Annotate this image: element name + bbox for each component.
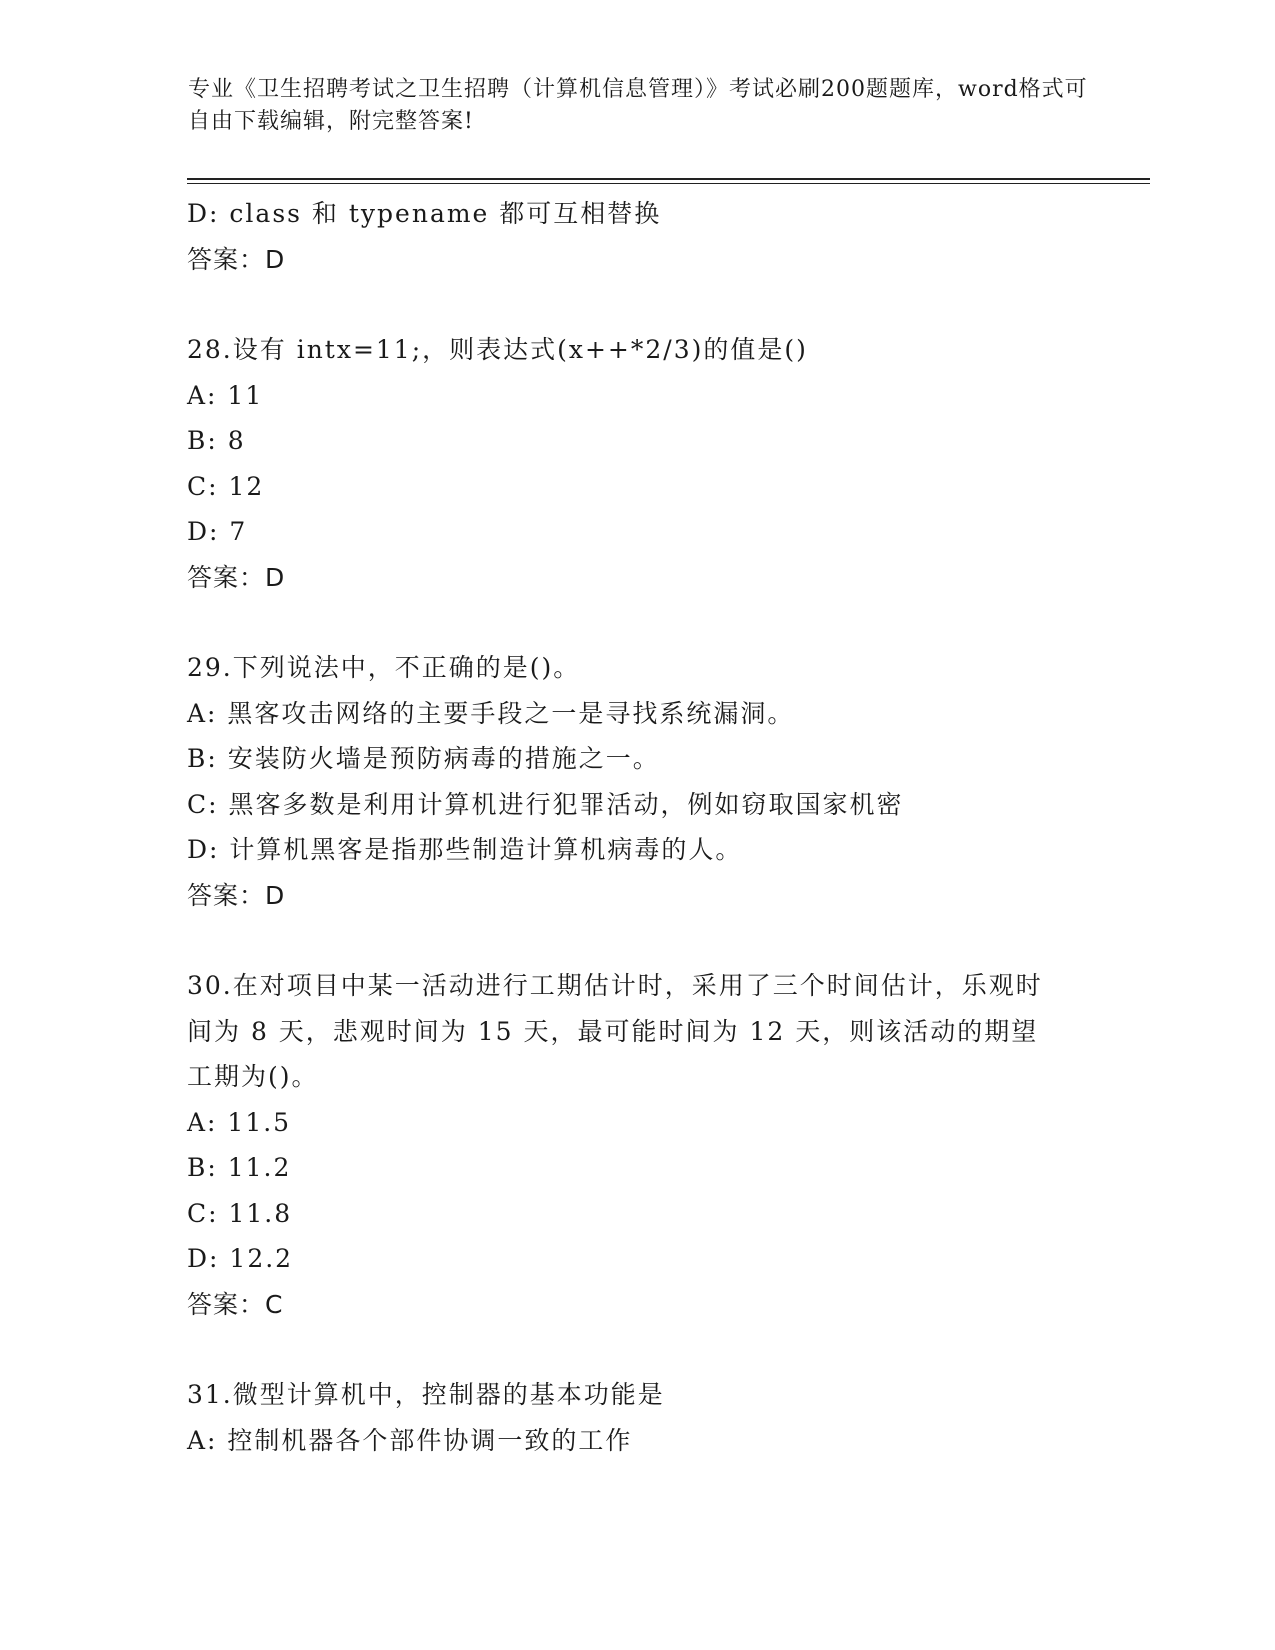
question-30-option-a: A: 11.5: [187, 1107, 292, 1137]
question-28-option-b: B: 8: [187, 426, 246, 455]
question-30-answer: 答案：C: [187, 1289, 284, 1319]
question-30-text: 30.在对项目中某一活动进行工期估计时，采用了三个时间估计，乐观时间为 8 天，悲观时间为 15 天，最可能时间为 12 天，则该活动的期望工期为()。: [187, 971, 1043, 1091]
question-31-text: 31.微型计算机中，控制器的基本功能是: [187, 1380, 665, 1409]
question-29-answer: 答案：D: [187, 880, 286, 910]
option-d: D: class 和 typename 都可互相替换: [187, 199, 662, 228]
question-28-answer: 答案：D: [187, 562, 286, 592]
document-header: 专业《卫生招聘考试之卫生招聘（计算机信息管理）》考试必刷200题题库，word格式可自由下载编辑，附完整答案!: [188, 77, 1088, 134]
question-30-option-d: D: 12.2: [187, 1244, 294, 1273]
question-29-text: 29.下列说法中，不正确的是()。: [187, 653, 581, 682]
question-29-option-a: A: 黑客攻击网络的主要手段之一是寻找系统漏洞。: [187, 698, 795, 728]
question-28-option-d: D: 7: [187, 517, 248, 546]
question-30-option-c: C: 11.8: [187, 1198, 293, 1228]
question-29-option-b: B: 安装防火墙是预防病毒的措施之一。: [187, 744, 660, 773]
question-28-option-a: A: 11: [187, 380, 264, 410]
question-28-text: 28.设有 intx=11;，则表达式(x++*2/3)的值是(): [187, 335, 808, 364]
question-29-option-c: C: 黑客多数是利用计算机进行犯罪活动，例如窃取国家机密: [187, 789, 904, 819]
question-content: [187, 191, 1087, 1463]
question-30-option-b: B: 11.2: [187, 1153, 292, 1182]
question-28-option-c: C: 12: [187, 471, 265, 501]
answer-line: 答案：D: [187, 244, 286, 274]
question-31-option-a: A: 控制机器各个部件协调一致的工作: [187, 1425, 633, 1455]
question-29-option-d: D: 计算机黑客是指那些制造计算机病毒的人。: [187, 835, 743, 864]
header-rule-thin: [187, 183, 1150, 184]
header-rule-thick: [187, 178, 1150, 180]
